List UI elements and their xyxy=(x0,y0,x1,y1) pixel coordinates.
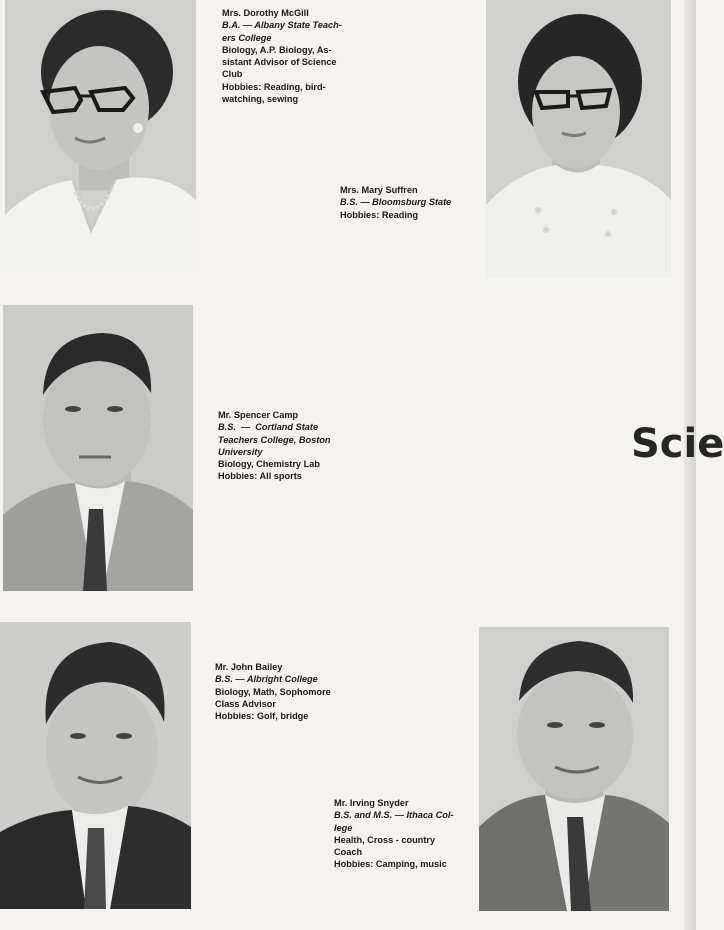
photo-john-bailey xyxy=(0,622,191,909)
bio-line: B.S. and M.S. — Ithaca Col- xyxy=(334,810,454,821)
bio-line: Club xyxy=(222,69,243,80)
bio-line: Hobbies: Reading, bird- xyxy=(222,81,326,92)
teacher-name: Mr. Irving Snyder xyxy=(334,798,409,808)
bio-john-bailey xyxy=(215,661,345,722)
bio-dorothy-mcgill xyxy=(222,7,352,105)
teacher-name: Mr. John Bailey xyxy=(215,662,283,672)
bio-line: Class Advisor xyxy=(215,698,276,709)
bio-line: Hobbies: Reading xyxy=(340,209,419,220)
bio-line: lege xyxy=(334,822,353,833)
bio-line: Health, Cross - country xyxy=(334,834,436,845)
bio-line: B.S. — Albright College xyxy=(215,674,318,685)
bio-line: B.S. — Cortland State xyxy=(218,422,319,433)
photo-mary-suffren xyxy=(486,0,671,278)
bio-line: watching, sewing xyxy=(222,94,299,105)
bio-line: B.S. — Bloomsburg State xyxy=(340,197,452,208)
bio-line: Biology, A.P. Biology, As- xyxy=(222,44,332,55)
bio-mary-suffren xyxy=(340,184,470,221)
bio-line: Hobbies: Camping, music xyxy=(334,859,447,870)
bio-line: Biology, Chemistry Lab xyxy=(218,459,320,470)
teacher-name: Mr. Spencer Camp xyxy=(218,410,299,420)
teacher-name: Mrs. Mary Suffren xyxy=(340,185,418,195)
photo-dorothy-mcgill xyxy=(5,0,196,273)
bio-line: sistant Advisor of Science xyxy=(222,57,337,68)
bio-irving-snyder xyxy=(334,797,469,871)
photo-irving-snyder xyxy=(479,627,669,911)
bio-line: Hobbies: All sports xyxy=(218,471,302,482)
bio-line: Teachers College, Boston xyxy=(218,434,331,445)
bio-line: Hobbies: Golf, bridge xyxy=(215,711,309,722)
photo-spencer-camp xyxy=(3,305,193,591)
bio-line: Coach xyxy=(334,847,363,858)
bio-line: B.A. — Albany State Teach- xyxy=(222,20,342,31)
section-heading: Scie xyxy=(631,421,724,467)
bio-line: University xyxy=(218,446,263,457)
bio-line: Biology, Math, Sophomore xyxy=(215,686,331,697)
bio-line: ers College xyxy=(222,32,272,43)
bio-spencer-camp xyxy=(218,409,342,483)
teacher-name: Mrs. Dorothy McGill xyxy=(222,8,309,18)
